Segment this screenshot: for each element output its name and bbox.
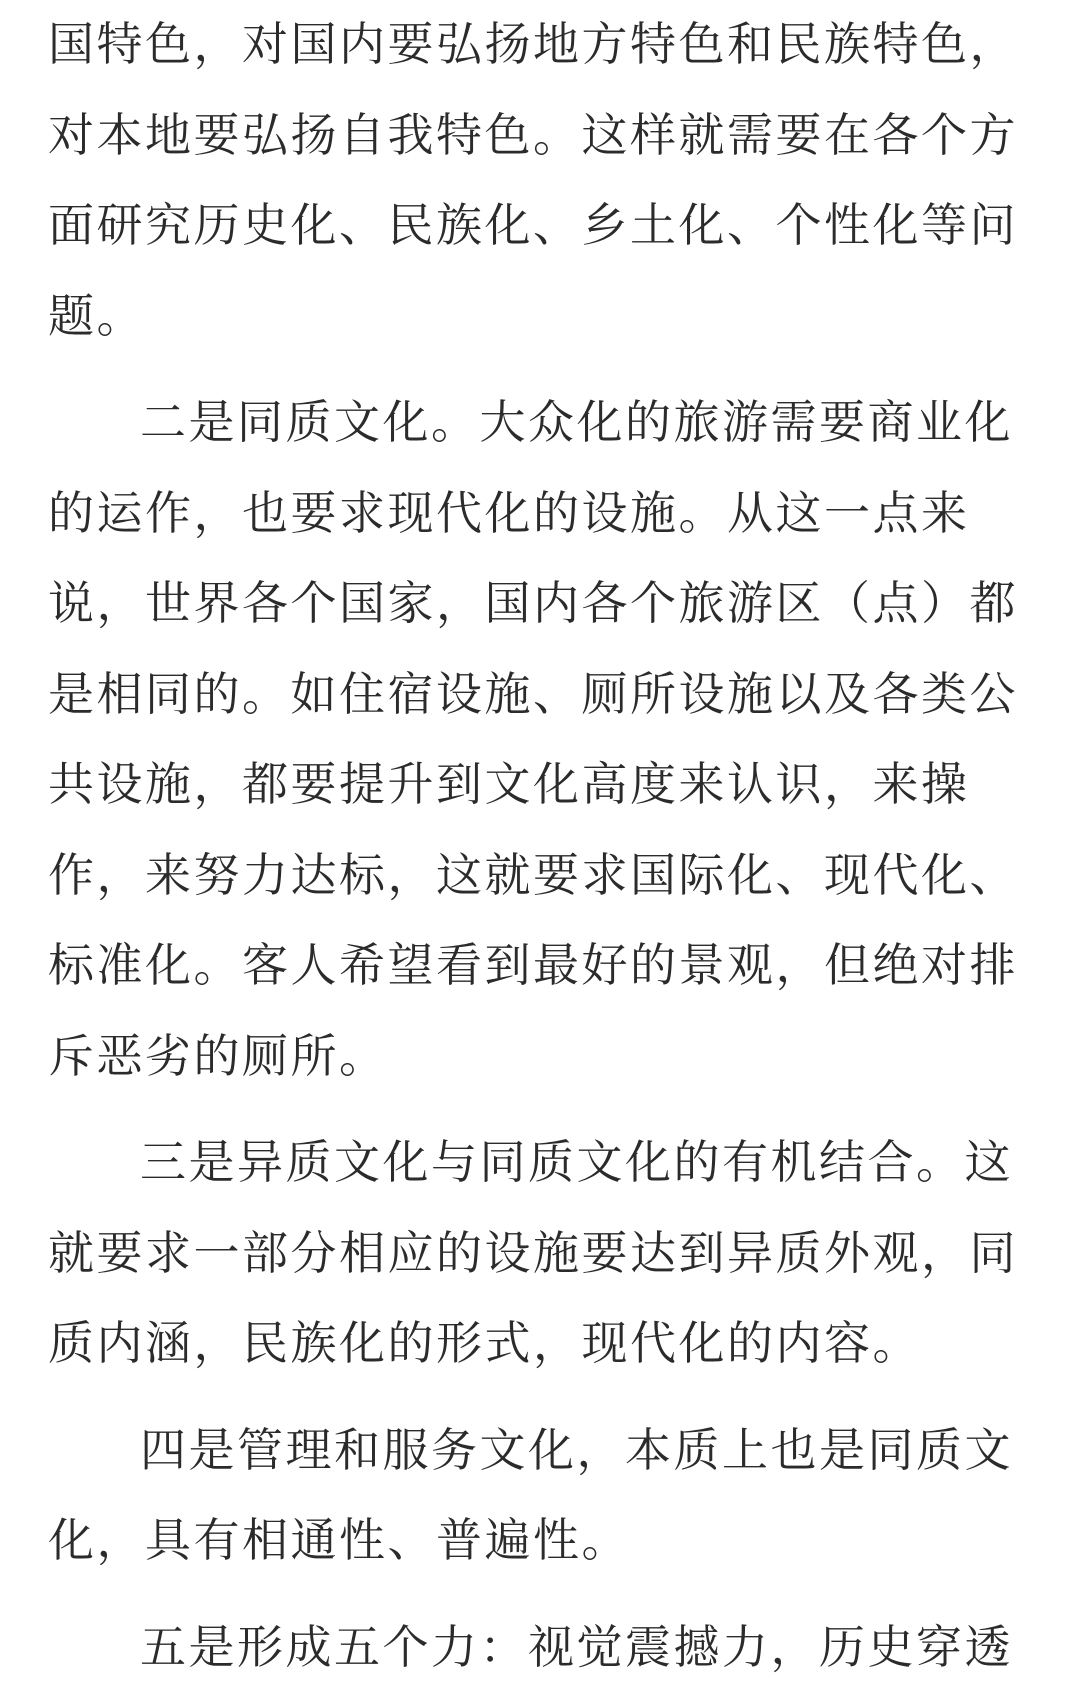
text-line: 说，世界各个国家，国内各个旅游区（点）都 xyxy=(48,558,1038,649)
text-line: 斥恶劣的厕所。 xyxy=(48,1011,1038,1102)
paragraph-1 xyxy=(48,0,1038,361)
paragraph-4 xyxy=(48,1405,1038,1586)
text-line: 的运作，也要求现代化的设施。从这一点来 xyxy=(48,468,1038,559)
paragraph-3 xyxy=(48,1117,1038,1389)
article-body xyxy=(48,0,1038,1692)
text-line: 是相同的。如住宿设施、厕所设施以及各类公 xyxy=(48,649,1038,740)
text-line: 三是异质文化与同质文化的有机结合。这 xyxy=(48,1117,1038,1208)
text-line: 就要求一部分相应的设施要达到异质外观，同 xyxy=(48,1208,1038,1299)
text-line: 作，来努力达标，这就要求国际化、现代化、 xyxy=(48,830,1038,921)
text-line: 五是形成五个力：视觉震撼力，历史穿透 xyxy=(48,1602,1038,1692)
text-line: 二是同质文化。大众化的旅游需要商业化 xyxy=(48,377,1038,468)
text-line: 标准化。客人希望看到最好的景观，但绝对排 xyxy=(48,920,1038,1011)
text-line: 共设施，都要提升到文化高度来认识，来操 xyxy=(48,739,1038,830)
paragraph-5 xyxy=(48,1602,1038,1692)
text-line: 四是管理和服务文化，本质上也是同质文 xyxy=(48,1405,1038,1496)
text-line: 质内涵，民族化的形式，现代化的内容。 xyxy=(48,1298,1038,1389)
text-line: 面研究历史化、民族化、乡土化、个性化等问 xyxy=(48,180,1038,271)
text-line: 对本地要弘扬自我特色。这样就需要在各个方 xyxy=(48,90,1038,181)
text-line: 国特色，对国内要弘扬地方特色和民族特色， xyxy=(48,0,1038,90)
paragraph-2 xyxy=(48,377,1038,1101)
text-line: 题。 xyxy=(48,271,1038,362)
text-line: 化，具有相通性、普遍性。 xyxy=(48,1495,1038,1586)
